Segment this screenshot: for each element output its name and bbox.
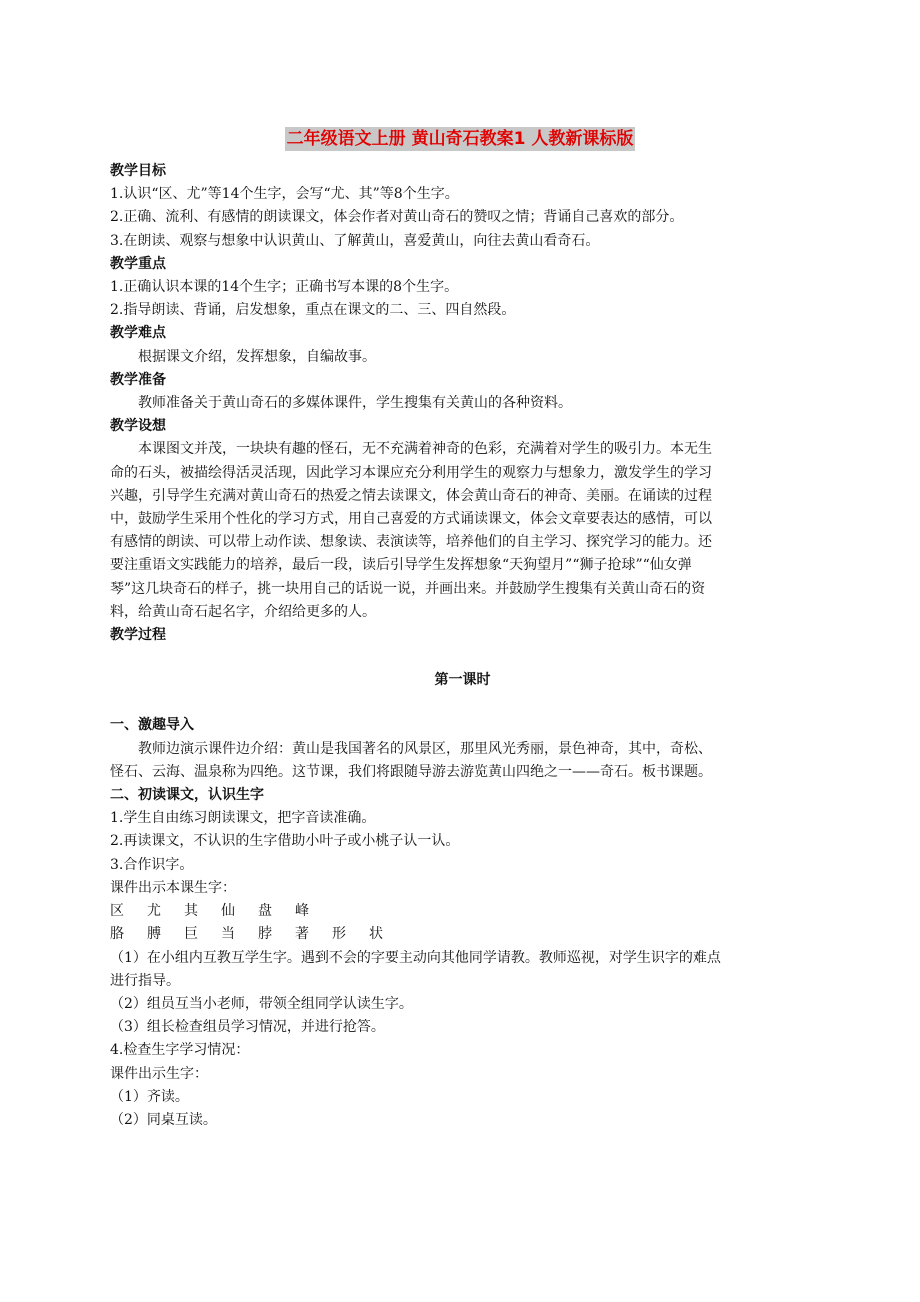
design-line: 本课图文并茂，一块块有趣的怪石，无不充满着神奇的色彩，充满着对学生的吸引力。本无生 (138, 441, 712, 458)
design-line: 料，给黄山奇石起名字，介绍给更多的人。 (110, 603, 376, 620)
lesson-title: 第一课时 (434, 672, 491, 689)
goal-item: 1.认识“区、尤”等14个生字，会写“尤、其”等8个生字。 (110, 186, 459, 203)
process-heading: 教学过程 (110, 627, 166, 644)
prep-text: 教师准备关于黄山奇石的多媒体课件，学生搜集有关黄山的各种资料。 (138, 395, 572, 412)
char-row-1 (110, 900, 815, 923)
section1-heading: 一、激趣导入 (110, 717, 194, 734)
design-line: 中，鼓励学生采用个性化的学习方式，用自己喜爱的方式诵读课文，体会文章要表达的感情，可以 (110, 511, 712, 528)
difficulty-text: 根据课文介绍，发挥想象，自编故事。 (138, 348, 376, 365)
difficulty-heading: 教学难点 (110, 325, 166, 342)
char: 其 (184, 903, 198, 920)
char: 状 (369, 926, 383, 943)
key-point-item: 2.指导朗读、背诵，启发想象，重点在课文的二、三、四自然段。 (110, 302, 516, 319)
section2-sub-item: 进行指导。 (110, 972, 180, 989)
char: 形 (332, 926, 346, 943)
design-line: 命的石头，被描绘得活灵活现，因此学习本课应充分利用学生的观察力与想象力，激发学生的学习 (110, 464, 712, 481)
prep-heading: 教学准备 (110, 371, 166, 388)
goal-item: 2.正确、流利、有感情的朗读课文，体会作者对黄山奇石的赞叹之情；背诵自己喜欢的部分。 (110, 209, 684, 226)
char: 尤 (147, 903, 161, 920)
section2-sub-item: 课件出示生字： (110, 1065, 208, 1082)
goal-item: 3.在朗读、观察与想象中认识黄山、了解黄山，喜爱黄山，向往去黄山看奇石。 (110, 232, 600, 249)
char: 脖 (258, 926, 272, 943)
char-row-2 (110, 923, 815, 946)
key-point-item: 1.正确认识本课的14个生字；正确书写本课的8个生字。 (110, 279, 459, 296)
section2-item: 课件出示本课生字： (110, 879, 236, 896)
char: 巨 (184, 926, 198, 943)
section2-sub-item: （1）在小组内互教互学生字。遇到不会的字要主动向其他同学请教。教师巡视，对学生识字的难点 (110, 949, 721, 966)
design-heading: 教学设想 (110, 418, 166, 435)
section2-item: 2.再读课文，不认识的生字借助小叶子或小桃子认一认。 (110, 833, 460, 850)
char: 峰 (295, 903, 309, 920)
section2-sub-item: 4.检查生字学习情况： (110, 1042, 250, 1059)
char: 胳 (110, 926, 124, 943)
section1-line: 教师边演示课件边介绍：黄山是我国著名的风景区，那里风光秀丽，景色神奇，其中，奇松、 (138, 740, 712, 757)
char: 盘 (258, 903, 272, 920)
goals-heading: 教学目标 (110, 163, 166, 179)
document-title: 二年级语文上册 黄山奇石教案1 人教新课标版 (286, 129, 634, 149)
char: 膊 (147, 926, 161, 943)
design-line: 兴趣，引导学生充满对黄山奇石的热爱之情去读课文，体会黄山奇石的神奇、美丽。在诵读的过程 (110, 487, 712, 504)
design-line: 要注重语文实践能力的培养，最后一段，读后引导学生发挥想象“天狗望月”“狮子抢球”“仙女弹 (110, 557, 692, 574)
section2-heading: 二、初读课文，认识生字 (110, 787, 264, 804)
section1-line: 怪石、云海、温泉称为四绝。这节课，我们将跟随导游去游览黄山四绝之一——奇石。板书课题。 (110, 763, 712, 780)
char: 著 (295, 926, 309, 943)
char: 当 (221, 926, 235, 943)
section2-item: 3.合作识字。 (110, 856, 194, 873)
design-line: 琴”这几块奇石的样子，挑一块用自己的话说一说，并画出来。并鼓励学生搜集有关黄山奇石的资 (110, 580, 706, 597)
char: 区 (110, 903, 124, 920)
key-points-heading: 教学重点 (110, 255, 166, 272)
char: 仙 (221, 903, 235, 920)
section2-sub-item: （2）同桌互读。 (110, 1111, 217, 1128)
document-body (110, 160, 815, 1132)
section2-sub-item: （2）组员互当小老师，带领全组同学认读生字。 (110, 995, 413, 1012)
section2-sub-item: （3）组长检查组员学习情况，并进行抢答。 (110, 1019, 385, 1036)
section2-sub-item: （1）齐读。 (110, 1088, 189, 1105)
design-line: 有感情的朗读、可以带上动作读、想象读、表演读等，培养他们的自主学习、探究学习的能力。还 (110, 534, 712, 551)
title-wrap (0, 127, 920, 151)
section2-item: 1.学生自由练习朗读课文，把字音读准确。 (110, 810, 376, 827)
